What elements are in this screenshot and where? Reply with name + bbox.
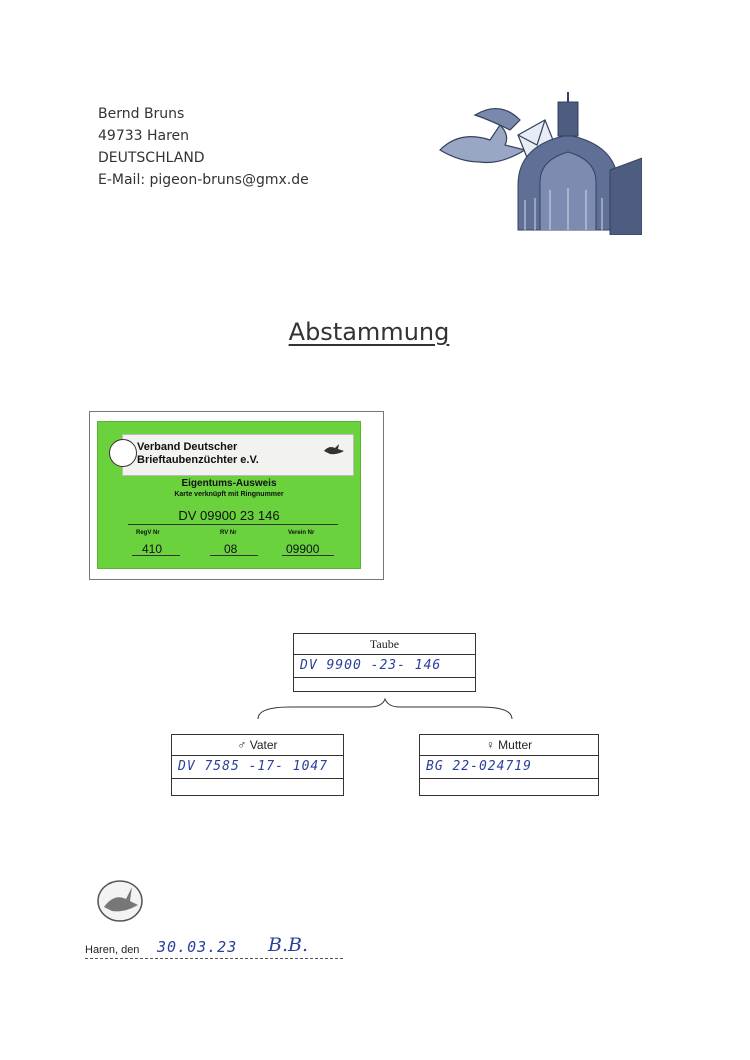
card-underline [132, 555, 180, 556]
pedigree-taube-box [293, 633, 476, 692]
male-symbol: ♂ [237, 738, 247, 752]
sender-email: E-Mail: pigeon-bruns@gmx.de [98, 172, 309, 188]
mutter-header [420, 735, 598, 756]
pedigree-vater-box [171, 734, 344, 796]
vater-ring: DV 7585 -17- 1047 [172, 756, 343, 779]
ownership-card [97, 421, 361, 569]
vater-header [172, 735, 343, 756]
card-heading: Eigentums-Ausweis [181, 478, 277, 489]
page-title: Abstammung [288, 318, 450, 346]
card-divider [128, 524, 338, 525]
card-value-rv: 08 [224, 542, 238, 556]
sender-name: Bernd Bruns [98, 106, 185, 122]
mutter-label: Mutter [498, 738, 533, 752]
pedigree-mutter-box [419, 734, 599, 796]
card-org [137, 441, 259, 467]
footer-date: 30.03.23 [157, 938, 238, 956]
vater-label: Vater [249, 738, 278, 752]
pigeon-letter-cathedral-icon [430, 90, 642, 235]
taube-label: Taube [294, 634, 475, 655]
pedigree-brace [250, 697, 520, 723]
taube-ring: DV 9900 -23- 146 [294, 655, 475, 678]
card-subheading: Karte verknüpft mit Ringnummer [174, 491, 284, 498]
card-underline [282, 555, 334, 556]
mutter-ring: BG 22-024719 [420, 756, 598, 779]
signature-line [85, 958, 343, 959]
card-label-regv: RegV Nr [136, 530, 160, 536]
card-org-line1: Verband Deutscher [137, 441, 238, 453]
sender-country: DEUTSCHLAND [98, 150, 205, 166]
signature: B.B. [268, 934, 309, 956]
card-underline [210, 555, 258, 556]
footer-place: Haren, den [85, 944, 140, 956]
card-header [122, 434, 354, 476]
card-org-line2: Brieftaubenzüchter e.V. [137, 454, 259, 466]
card-value-verein: 09900 [286, 542, 320, 556]
sender-address [98, 103, 309, 191]
card-label-verein: Verein Nr [288, 530, 315, 536]
association-seal-icon [109, 439, 137, 467]
female-symbol: ♀ [485, 738, 495, 752]
pigeon-stamp-icon [96, 879, 144, 923]
pigeon-icon [323, 443, 345, 457]
card-label-rv: RV Nr [220, 530, 237, 536]
card-value-regv: 410 [142, 542, 163, 556]
card-ring-number: DV 09900 23 146 [178, 508, 280, 523]
sender-city: 49733 Haren [98, 128, 190, 144]
